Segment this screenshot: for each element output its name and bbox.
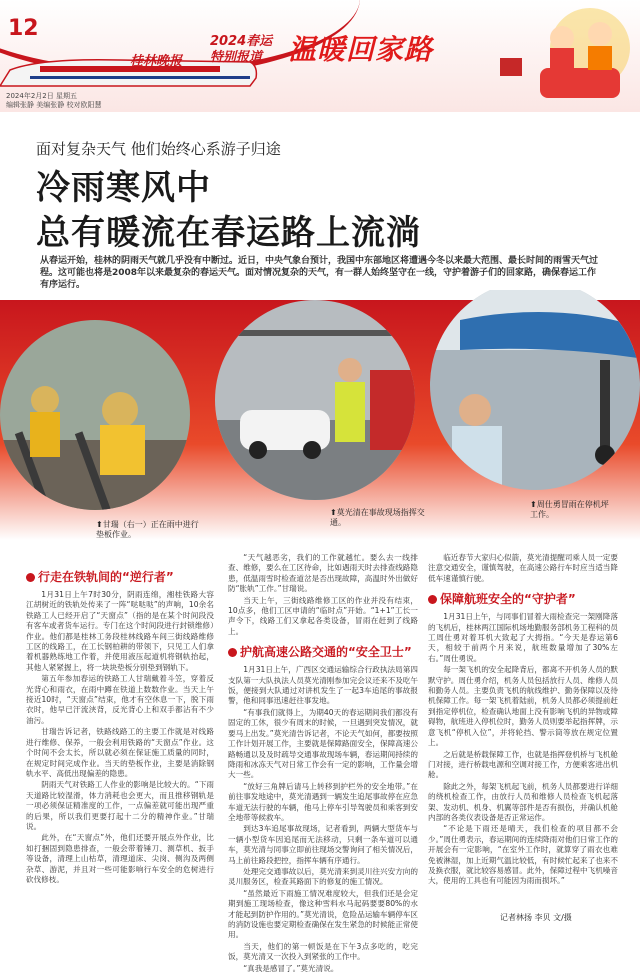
paragraph: “虽然最近下雨施工情况难度较大，但我们还是会定期到施工现场检查，像这种雪料水马起码要要80%的水才能起到防护作用的。”莫光清说，危险品运输车辆停车区的消防设施也要定期检查确保在发生紧急的时候能正常使用。 bbox=[228, 888, 418, 940]
paragraph: 此外，在“天窗点”外，他们还要开展点外作业，比如打捆固到隐患排查，一般会带着锤刀、测草机、扳手等设备，清理上山枯草，清理道床、尖岗、侧沟及两侧杂草、游泥，并且对一些可能影响行车安全的危树进行砍伐修枝。 bbox=[26, 833, 214, 884]
paragraph: 第五年参加春运的铁路工人甘瑞戴着斗笠，穿着反光背心和雨衣，在雨中蹲在铁道上数数作业。当天上午接近10时，“天窗点”结束，他才有空休息一下，脱下雨衣时，他早已汗流浃背，反光背心上和双手都沾有不少油污。 bbox=[26, 674, 214, 725]
paragraph: 当天上午，三街线路维修工区的作业并没有结束，10点多，他们工区申请的“临时点”开始。“1+1”工长一声令下，线路工们又拿起各类设备，冒雨在赶到了线路上。 bbox=[228, 595, 418, 636]
photo1-caption: ⬆甘瑞（右一）正在雨中进行垫板作业。 bbox=[96, 520, 199, 539]
paragraph: 到达3车追尾事故现场，记者看到，两辆大型货车与一辆小型货车因追尾而无法移动，只剩一条车道可以通车，莫光清与同事立即前往现场交警询问了相关情况后，马上前往路段把控，指挥车辆有序通行。 bbox=[228, 824, 418, 865]
paragraph: 除此之外，每架飞机起飞前，机务人员都要进行详细的绕机检查工作，由放行人员和维修人员检查飞机起落架、发动机、机身、机翼等部件是否有损伤，并确认机舱内部的各类仪表设备是否正常运作。 bbox=[428, 781, 618, 822]
paragraph: “真我是感冒了。”莫光清说。 bbox=[243, 963, 339, 973]
article-title-line-1: 冷雨寒风中 bbox=[36, 168, 211, 208]
section-body-railway-cont bbox=[228, 553, 418, 637]
dateline-editors: 编辑张静 美编张静 校对欧阳慧 bbox=[6, 101, 102, 109]
special-report-line-2: 特别报道 bbox=[210, 50, 263, 65]
bullet-icon bbox=[428, 595, 437, 604]
section-heading-highway: 护航高速公路交通的“安全卫士” bbox=[228, 643, 418, 660]
section-body-airport bbox=[428, 612, 618, 887]
family-illustration-icon bbox=[470, 8, 630, 108]
paragraph: “放好三角牌后请马上转移到护栏外的安全地带。”在前往事发地途中，莫光清遇到一辆发生追尾事故停在应急车道无法行驶的车辆，他马上停车引导驾驶员和乘客到安全地带等候救车。 bbox=[228, 781, 418, 822]
section-body-railway bbox=[26, 590, 214, 885]
banner-title: 温暖回家路 bbox=[288, 33, 434, 66]
paragraph: “有事我们就得上，为期40天的春运期间我们都没有固定的工休，很少有周末的时候，一旦遇到突发情况，就要马上出发。”莫光清告诉记者，不论天气如何，都要按照工作计划开展工作，主要就是保障路面安全，保障高速公路畅通以及及时疏导交通事故现场车辆，春运期间持续的降雨和冰冻天气对日常工作会有一定的影响，工作量会增大一些。 bbox=[228, 707, 418, 780]
article-title-line-2: 总有暖流在春运路上流淌 bbox=[36, 213, 421, 253]
section-heading-airport: 保障航班安全的“守护者” bbox=[428, 590, 618, 607]
paragraph: 每一架飞机的安全起降背后，都离不开机务人员的默默守护。周仕勇介绍，机务人员包括放行人员、维修人员和勤务人员。主要负责飞机的航线维护、勤务保障以及待机保障工作。每一架飞机着陆前，机务人员都必须提前赶到指定停机位，检查确认地面上没有影响飞机的异物或障碍物，航班进入停机位时，勤务人员则要举起指挥牌，示意飞机“停机入位”，并将轮挡、警示筒等放在规定位置上。 bbox=[428, 665, 618, 748]
special-report-line-1: 2024春运 bbox=[210, 34, 273, 49]
paragraph: 处理完交通事故以后，莫光清来到灵川往兴安方向的灵川服务区，检查其路面下的修复的施工情况。 bbox=[228, 866, 418, 887]
page-number: 12 bbox=[8, 16, 39, 41]
paragraph: “不论是下雨还是晴天，我们检查的项目都不会少。”周仕勇表示，春运期间的连续降雨对他们日常工作的开展会有一定影响，“在室外工作时，就算穿了雨衣也难免被淋湿，加上近期气温比较低，有时候忙起来了也来不及换衣服，就比较容易感冒。此外，保障过程中飞机噪音大，使用的工具也有可能因为雨而损坏。” bbox=[428, 824, 618, 886]
paragraph: 当天，他们的第一顿饭是在下午3点多吃的，吃完饭，莫光清又一次投入到紧张的工作中。 bbox=[228, 941, 418, 962]
photo3-caption: ⬆周仕勇冒雨在停机坪工作。 bbox=[530, 500, 609, 519]
airport-apron-photo bbox=[420, 290, 640, 510]
byline: 记者林扬 李贝 文/摄 bbox=[500, 913, 572, 922]
bullet-icon bbox=[228, 648, 237, 657]
section-body-highway bbox=[228, 665, 418, 974]
paragraph: 阴雨天气对铁路工人作业的影响是比较大的。“下雨天道路比较湿滑，体力消耗也会更大，而且推移钢轨是一项必须保证精准度的工作，一点偏差就可能出现严重的后果，所以我们更要打起十二分的精神作业。”甘瑞说。 bbox=[26, 780, 214, 831]
paragraph: 1月31日上午，与同事们冒着大雨检查完一架刚降落的飞机后，桂林两江国际机场地勤服务部机务工程科的员工周仕勇对着耳机大致起了大拇指。“今天是春运第6天，相较于前两个月来说，航班数量增加了30%左右。”周仕勇说。 bbox=[428, 612, 618, 663]
paper-logo: 桂林晚报 bbox=[130, 54, 183, 69]
dateline bbox=[6, 92, 101, 110]
paragraph: 甘瑞告诉记者，铁路线路工的主要工作就是对线路进行维修、保养，一般会利用铁路的“天窗点”作业。这个时间不会太长，所以就必须在保证施工质量的同时，在规定时间完成作业。当天的垫板作业，主要是消除钢轨水平、高低出现偏差的隐患。 bbox=[26, 727, 214, 778]
railway-workers-photo bbox=[0, 320, 200, 520]
paragraph: 1月31日上午，广西区交通运输综合行政执法局第四支队第一大队执法人员莫光清刚参加完会议还来不及吃午饭，便接到大队通过对讲机发生了一起3车追尾的事故报警，他和同事迅速赶往事发地。 bbox=[228, 665, 418, 706]
highway-traffic-photo bbox=[200, 290, 440, 510]
paragraph: “天气越恶劣，我们的工作就越忙。要么去一线排查、维修，要么在工区待命，比如遇雨天时去排查线路隐患，低温雨雪时检查道岔是否出现故障，高温时外出做好防“胀轨”工作。”甘瑞说。 bbox=[228, 553, 418, 594]
page-header bbox=[0, 0, 640, 112]
paragraph: 临近春节大家归心似箭，莫光清提醒司乘人员一定要注意交通安全，谨慎驾驶，在高速公路行车时应当适当降低车速谨慎行驶。 bbox=[428, 553, 618, 583]
bullet-icon bbox=[26, 573, 35, 582]
paragraph: 之后就是桥载保障工作，也就是指挥登机桥与飞机舱门对接，进行桥载电源和空调对接工作，方便乘客进出机舱。 bbox=[428, 749, 618, 780]
dateline-date: 2024年2月2日 星期五 bbox=[6, 92, 77, 100]
section-heading-railway: 行走在铁轨间的“逆行者” bbox=[26, 568, 214, 585]
section-body-highway-end bbox=[428, 553, 618, 584]
column-2 bbox=[228, 553, 418, 973]
article-lead: 从春运开始，桂林的阴雨天气就几乎没有中断过。近日，中央气象台预计，我国中东部地区将遭遇今冬以来最大范围、最长时间的雨雪天气过程。这可能也将是2008年以来最复杂的春运天气。面对情况复杂的天气，有一群人始终坚守在一线，守护着游子们的回家路，确保春运工作有序运行。 bbox=[40, 256, 599, 290]
article-kicker: 面对复杂天气 他们始终心系游子归途 bbox=[36, 140, 281, 158]
paragraph: 1月31日上午7时30分，阴雨连绵，湘桂铁路大容江胡树近的铁轨处传来了一阵“哒哒哒”的声响，10余名铁路工人已经开启了“天窗点”（指的是在某个时间段没有客车或者货车运行。专门在这个时间段进行封锁维修）作业。他们都是桂林工务段桂林线路车间三街线路维修工区的线路工，在工长钢柏耕的带领下，只见工人们拿着机器熟练地工作着，并使用液压起道机将钢轨抬起，其他人紧紧握上，将一块块垫板分别垫到钢轨下。 bbox=[26, 590, 214, 672]
column-3 bbox=[428, 553, 618, 905]
column-1 bbox=[26, 568, 214, 908]
photo2-caption: ⬆莫光清在事故现场指挥交通。 bbox=[330, 508, 425, 527]
